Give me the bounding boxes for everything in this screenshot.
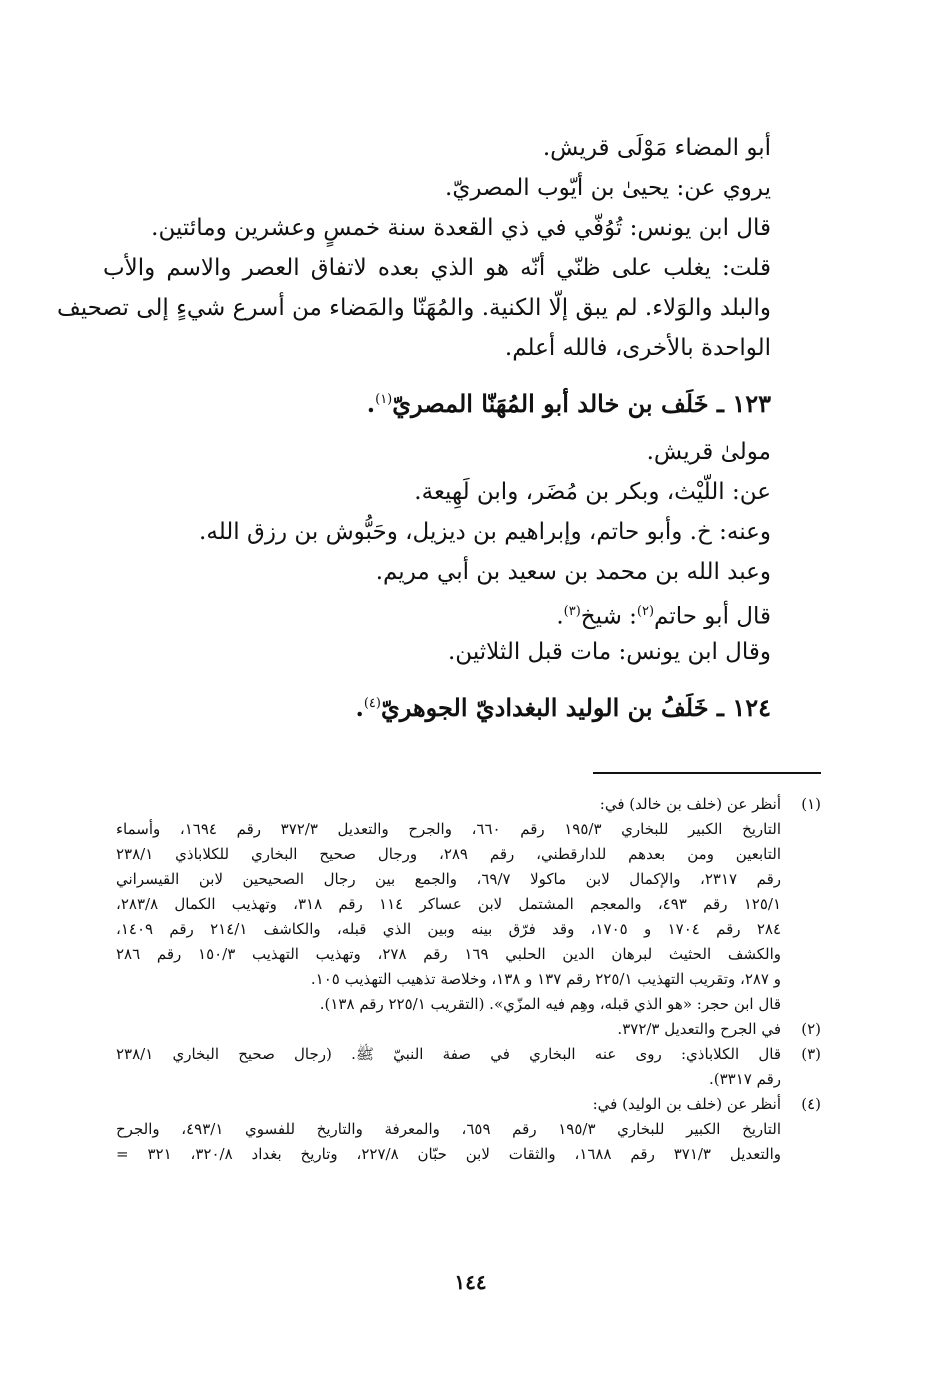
text-line: عن: اللّيْث، وبكر بن مُضَر، وابن لَهِيعة. [414,479,771,505]
abu-hatim-prefix: قال أبو حاتم [654,603,771,630]
footnote-number: (١) [801,795,821,813]
footnote-2 [116,1017,821,1042]
text-line-abu-hatim: قال أبو حاتم$^{(٢)}$: شيخ$^{(٣)}$. [556,603,771,630]
footnote-1 [116,792,821,1017]
footnote-3 [116,1042,821,1092]
text-line: قلت: يغلب على ظنّي أنّه هو الذي بعده لاتفاق العصر والاسم والأب [103,255,771,281]
footnote-line: التابعين ومن بعدهم للدارقطني، رقم ٢٨٩، ورجال صحيح البخاري للكلاباذي ٢٣٨/١ [116,845,781,863]
footnote-4 [116,1092,821,1167]
footnote-ref: (١) [375,392,393,407]
page-number: ١٤٤ [454,1270,487,1294]
entry-heading-124: ١٢٤ ـ خَلَفُ بن الوليد البغداديّ الجوهريّ$^{(٤)}$. [355,693,771,722]
footnote-line: أنظر عن (خلف بن خالد) في: [599,795,781,813]
text-line: قال ابن يونس: تُوُفّي في ذي القعدة سنة خمسٍ وعشرين ومائتين. [151,215,771,241]
footnote-separator [593,772,821,774]
footnote-line: رقم ٢٣١٧، والإكمال لابن ماكولا ٦٩/٧، والجمع بين رجال الصحيحين لابن القيسراني [116,870,781,888]
text-line: مولىٰ قريش. [646,439,771,465]
footnote-line: والتعديل ٣٧١/٣ رقم ١٦٨٨، والثقات لابن حبّان ٢٢٧/٨، وتاريخ بغداد ٣٢٠/٨، ٣٢١ = [116,1145,781,1163]
footnote-line: أنظر عن (خلف بن الوليد) في: [592,1095,781,1113]
footnote-line: رقم ٣٣١٧). [708,1070,781,1088]
footnote-number: (٤) [801,1095,821,1113]
footnote-line: في الجرح والتعديل ٣٧٢/٣. [617,1020,781,1038]
footnote-number: (٢) [801,1020,821,1038]
text-line: وقال ابن يونس: مات قبل الثلاثين. [448,639,771,665]
entry-heading-123: ١٢٣ ـ خَلَف بن خالد أبو المُهَنّا المصريّ$^{(١)}$. [366,389,771,418]
footnote-line: قال ابن حجر: «هو الذي قبله، وهِم فيه المزّي». (التقريب ٢٢٥/١ رقم ١٣٨). [319,995,781,1013]
text-line: وعبد الله بن محمد بن سعيد بن أبي مريم. [375,559,771,585]
footnotes [116,792,821,1167]
footnote-line: ٢٨٤ رقم ١٧٠٤ و ١٧٠٥، وقد فرّق بينه وبين الذي قبله، والكاشف ٢١٤/١ رقم ١٤٠٩، [116,920,781,938]
footnote-line: التاريخ الكبير للبخاري ١٩٥/٣ رقم ٦٥٩، والمعرفة والتاريخ للفسوي ٤٩٣/١، والجرح [116,1120,781,1138]
text-line: أبو المضاء مَوْلَى قريش. [542,135,771,161]
footnote-line: قال الكلاباذي: روى عنه البخاري في صفة النبيّ ﷺ. (رجال صحيح البخاري ٢٣٨/١ [116,1045,781,1063]
entry-title: ١٢٣ ـ خَلَف بن خالد أبو المُهَنّا المصريّ [392,389,771,418]
footnote-line: و ٢٨٧، وتقريب التهذيب ٢٢٥/١ رقم ١٣٧ و ١٣٨، وخلاصة تذهيب التهذيب ١٠٥. [310,970,781,988]
footnote-line: التاريخ الكبير للبخاري ١٩٥/٣ رقم ٦٦٠، والجرح والتعديل ٣٧٢/٣ رقم ١٦٩٤، وأسماء [116,820,781,838]
text-line: يروي عن: يحيىٰ بن أيّوب المصريّ. [445,175,771,201]
footnote-ref: (٤) [363,696,381,711]
text-line: الواحدة بالأخرى، فالله أعلم. [504,335,771,361]
entry-title: ١٢٤ ـ خَلَفُ بن الوليد البغداديّ الجوهريّ [380,693,771,722]
main-text [56,128,771,736]
text-line: والبلد والوَلاء. لم يبق إلّا الكنية. والمُهَنّا والمَضاء من أسرع شيءٍ إلى تصحيف [56,295,771,321]
abu-hatim-text: : شيخ [580,603,637,630]
footnote-line: والكشف الحثيث لبرهان الدين الحلبي ١٦٩ رقم ٢٧٨، وتهذيب التهذيب ١٥٠/٣ رقم ٢٨٦ [116,945,781,963]
footnote-line: ١٢٥/١ رقم ٤٩٣، والمعجم المشتمل لابن عساكر ١١٤ رقم ٣١٨، وتهذيب الكمال ٢٨٣/٨، [116,895,781,913]
footnote-ref: (٣) [563,604,581,619]
footnote-number: (٣) [801,1045,821,1063]
text-line: وعنه: خ. وأبو حاتم، وإبراهيم بن ديزيل، وحَبُّوش بن رزق الله. [199,519,771,545]
footnote-ref: (٢) [636,604,655,619]
